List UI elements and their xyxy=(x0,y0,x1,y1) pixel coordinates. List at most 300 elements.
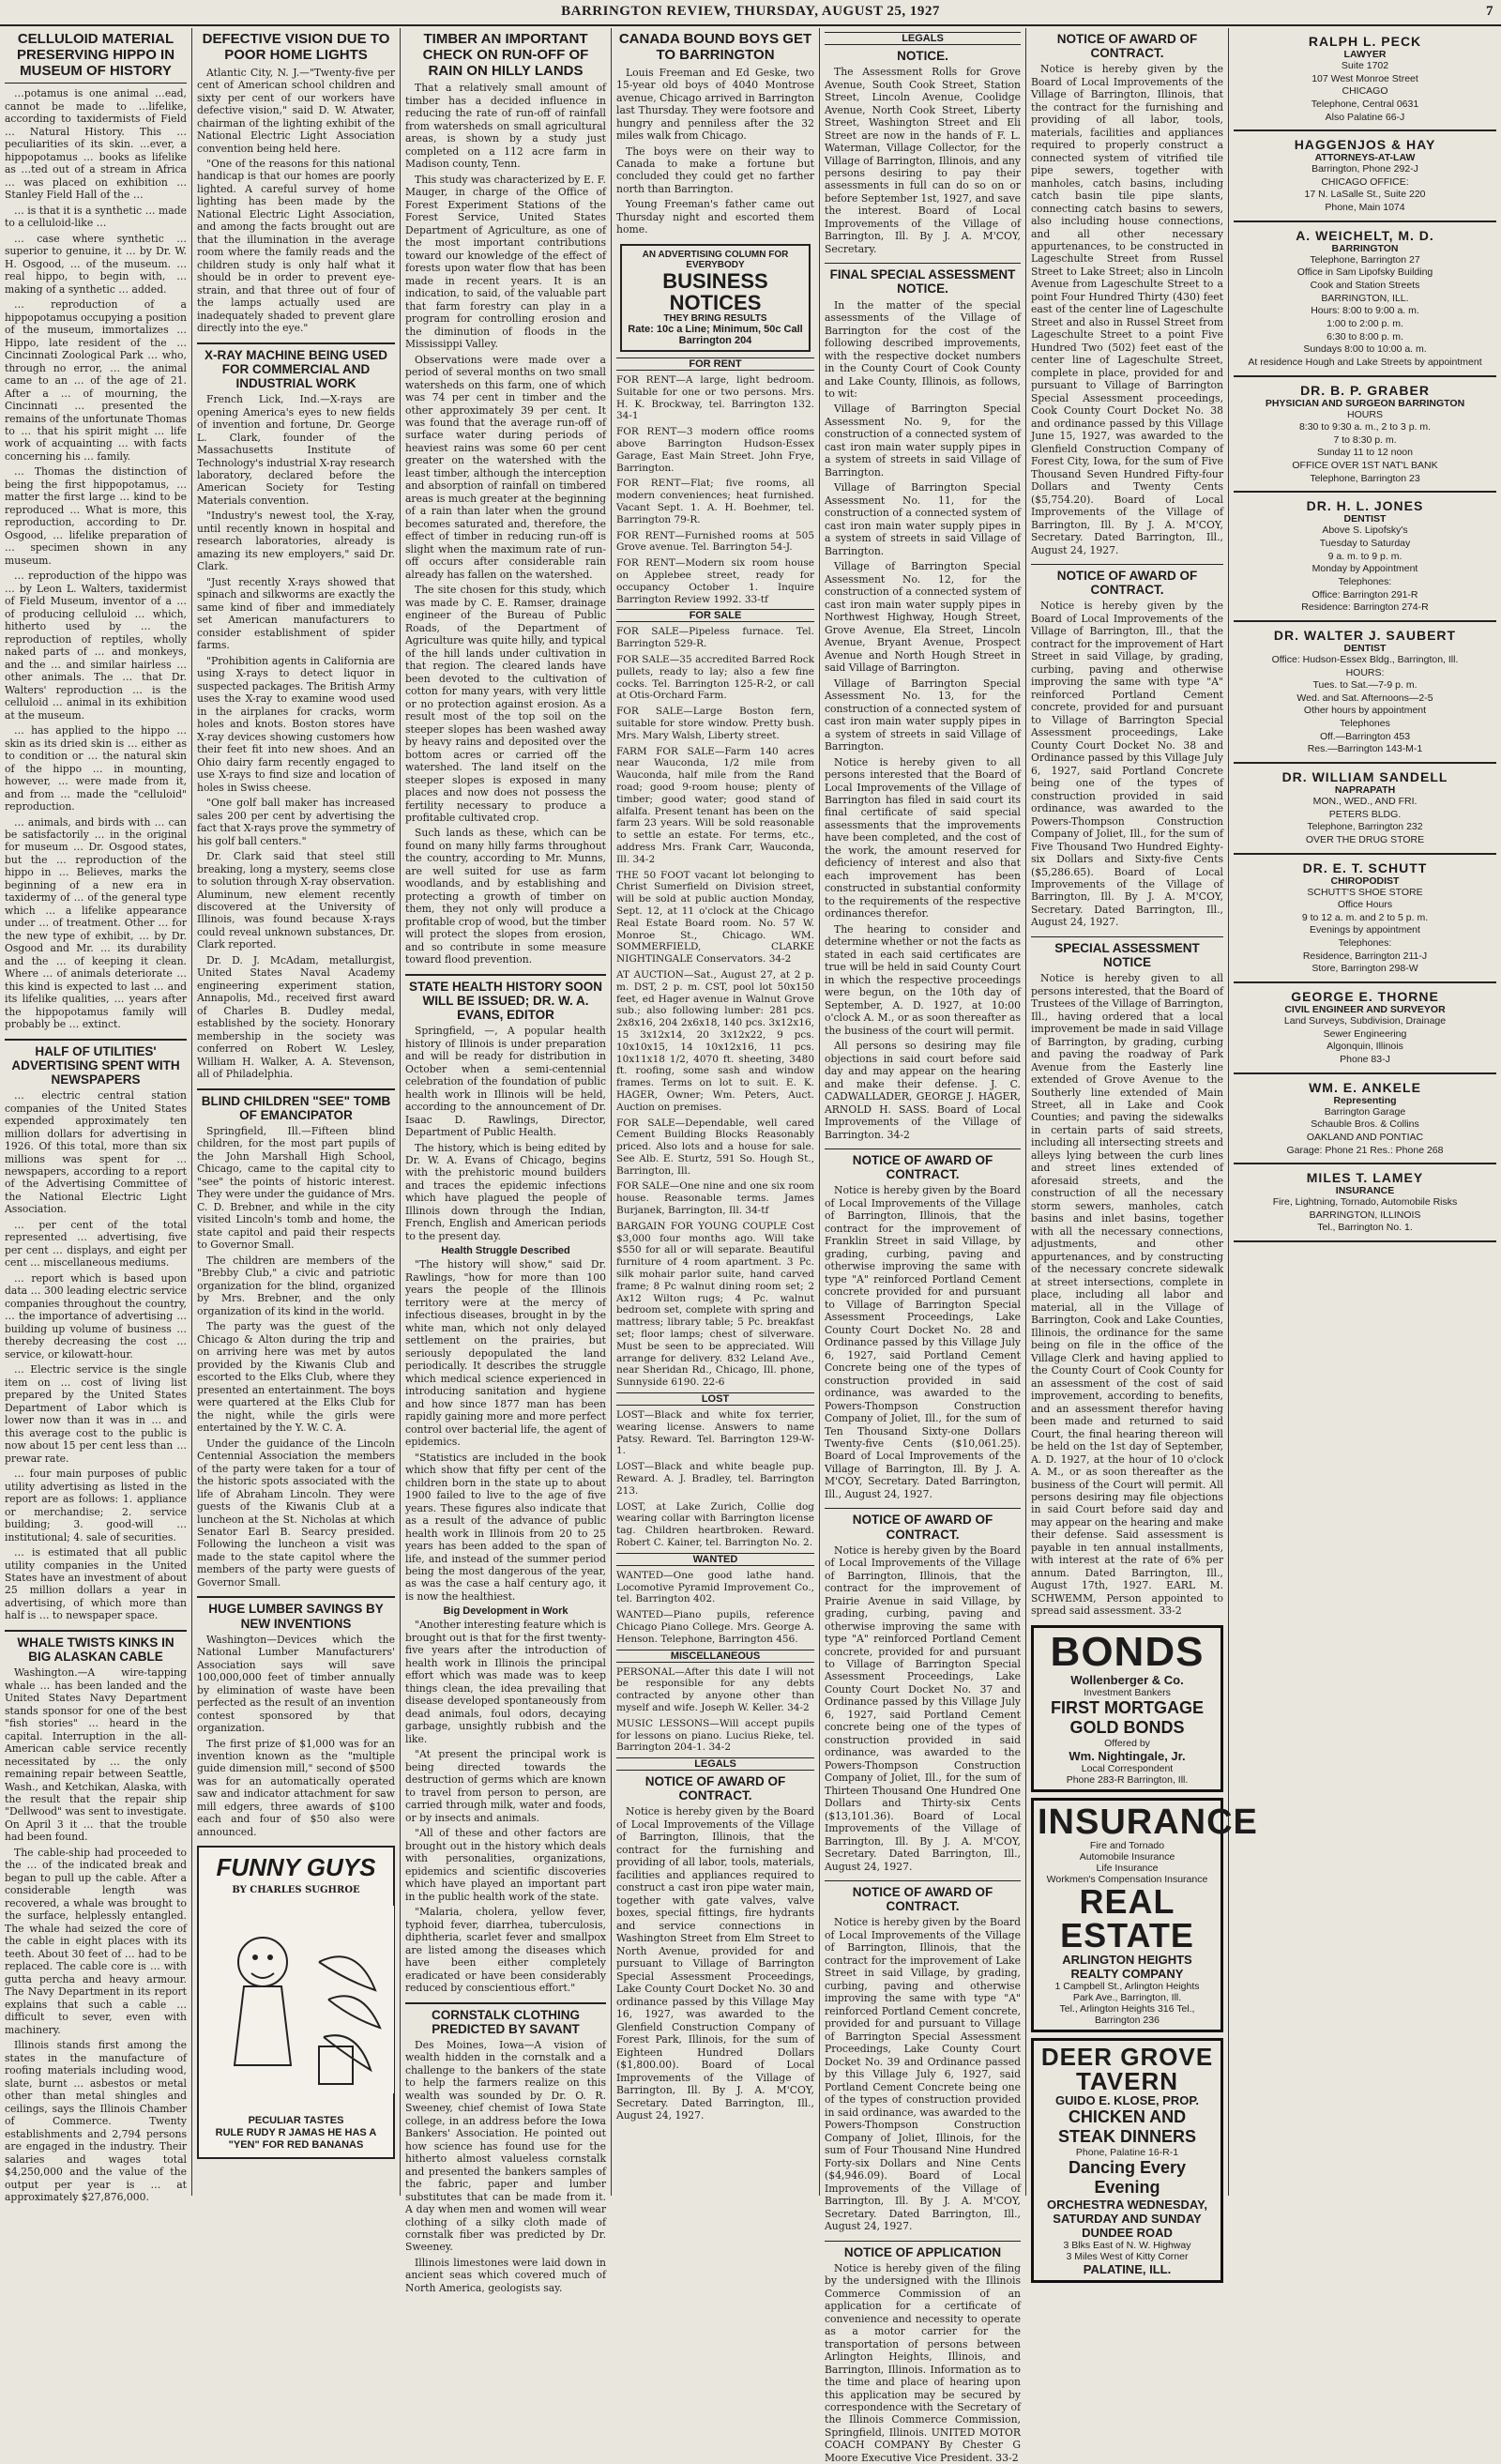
article-cornstalk-clothing xyxy=(405,2008,606,2295)
card-line: Algonquin, Illinois xyxy=(1327,1041,1403,1053)
paragraph: … reproduction of the hippo was … by Leon L. Walters, taxidermist of Field Museum, inventor of a … of producing celluloid … which, hitherto used by … the reproduction of reptiles, wholly naked parts of … and monkeys, and the … and similar hairless … other animals. The … that Dr. Walters' reproduction … is the celluloid … animal in its exhibition at the museum. xyxy=(5,570,187,722)
paragraph: The first prize of $1,000 was for an invention known as the "multiple guide dimension mill," second of $500 was for an automatically operated saw and indicator attachment for saw mill edgers, three awards of $100 each and four of $50 also were announced. xyxy=(197,1737,395,1838)
card-line: Phone, Main 1074 xyxy=(1325,202,1405,214)
divider xyxy=(825,1508,1021,1509)
paragraph: The site chosen for this study, which was made by C. E. Ramser, drainage engineer of the Bureau of Public Roads, of the Department of Agriculture was quite hilly, and typical of the hill lands under cultivation in that region. The cleared lands have been devoted to the cultivation of cotton for many years, with very little or no protection against erosion. As a result most of the top soil on the steeper slopes has been washed away by heavy rains and deposited over the bottom acres or carried off the watershed. The land itself on the steeper slopes is exposed in many places and now does not possess the fertility necessary to produce a profitable cultivated crop. xyxy=(405,584,606,824)
divider xyxy=(405,2002,606,2004)
card-title: ATTORNEYS-AT-LAW xyxy=(1314,152,1416,164)
card-line: HOURS xyxy=(1347,408,1383,420)
card-line: Sewer Engineering xyxy=(1323,1027,1407,1040)
ad-title: BONDS xyxy=(1050,1628,1205,1675)
paragraph: Notice is hereby given by the Board of Local Improvements of the Village of Barrington, Illinois, that the contract for the improvement of Prairie Avenue in said Village, by grading, curbing, paving and otherwise improving the same with type "A" reinforced Portland Cement concrete, provided for and pursuant to Village of Barrington Special Assessment Proceedings, Lake County Court Docket No. 37 and Ordinance passed by this Village July 6, 1927, said Portland Cement concrete being one of the types of construction provided in said ordinance, was awarded to the Powers-Thompson Construction Company of Joliet, Ill., for the sum of Thirteen Thousand One Hundred One Dollars and Thirty-six Cents ($13,101.36). Board of Local Improvements of the Village of Barrington, Ill. By J. A. M'COY, Secretary. Dated Barrington, Ill., August 24, 1927. xyxy=(825,1544,1021,1873)
paragraph: French Lick, Ind.—X-rays are opening America's eyes to new fields of invention and fortune, Dr. George L. Clark, founder of the Massachusetts Institute of Technology's industrial X-ray research laboratory, declared before the American Society for Testing Materials convention. xyxy=(197,393,395,507)
paragraph: "At present the principal work is being directed towards the destruction of germs which are known to travel from person to person, are carried through milk, water and foods, or by insects and animals. xyxy=(405,1748,606,1824)
ad-title: REAL ESTATE xyxy=(1060,1881,1194,1954)
paragraph: Dr. Clark said that steel still breaking, long a mystery, seems close to solution through X-ray observation. Aluminum, new element recently discovered at the University of Illinois, was found because X-rays could reveal unknown substances, Dr. Clark reported. xyxy=(197,850,395,951)
card-line: Tues. to Sat.—7-9 p. m. xyxy=(1312,679,1418,692)
classified-ad: FOR SALE—Pipeless furnace. Tel. Barrington 529-R. xyxy=(616,626,814,650)
ad-line: 3 Blks East of N. W. Highway xyxy=(1063,2239,1191,2251)
card-line: Telephone, Barrington 232 xyxy=(1307,821,1423,833)
article-canada-boys xyxy=(616,32,814,236)
paragraph: Springfield, Ill.—Fifteen blind children, for the most part pupils of the John Marshall High School, Chicago, came to the capital city to "see" the points of historic interest. They were under the guidance of Mrs. C. D. Brebner, and while in the city visited Lincoln's tomb and home, the state capitol and paid their respects to Governor Small. xyxy=(197,1124,395,1252)
card-line: Land Surveys, Subdivision, Drainage xyxy=(1283,1015,1447,1027)
card-line: Office: Hudson-Essex Bldg., Barrington, Ill. xyxy=(1271,653,1459,665)
card-line: MON., WED., AND FRI. xyxy=(1312,795,1418,807)
classified-heading: LEGALS xyxy=(616,1757,814,1771)
divider xyxy=(405,974,606,976)
classified-ad: FOR SALE—35 accredited Barred Rock pullets, ready to lay; also a few fine cocks. Tel. Barrington 125-R-2, or call at Otis-Orchard Farm. xyxy=(616,654,814,702)
paragraph: "Malaria, cholera, yellow fever, typhoid fever, diarrhea, tuberculosis, diphtheria, scarlet fever and smallpox are listed among the diseases which have been either completely eradicated or have been considerably reduced by conscientious effort." xyxy=(405,1906,606,1995)
headline: NOTICE OF AWARD OF CONTRACT. xyxy=(1056,569,1198,598)
page-header xyxy=(0,0,1501,26)
card-line: Residence: Barrington 274-R xyxy=(1301,601,1429,614)
ad-title: INSURANCE xyxy=(1038,1802,1258,1842)
divider xyxy=(197,1088,395,1090)
headline: HUGE LUMBER SAVINGS BY NEW INVENTIONS xyxy=(208,1602,384,1631)
card-name: RALPH L. PECK xyxy=(1308,34,1422,49)
card-title: INSURANCE xyxy=(1335,1185,1395,1197)
card-line: SCHUTT'S SHOE STORE xyxy=(1307,886,1423,898)
paragraph: The hearing to consider and determine whether or not the facts as stated in each said certificates are true will be held in said County Court in which the respective proceedings were begun, on the 10th day of September, A. D. 1927, at 10:00 o'clock A. M., or as soon thereafter as the business of the court will permit. xyxy=(825,922,1021,1037)
card-line: Barrington Garage xyxy=(1324,1105,1406,1118)
paragraph: "All of these and other factors are brought out in the history which deals with personalities, organizations, epidemics and scientific discoveries which have played an important part in the public health work of the state. xyxy=(405,1827,606,1903)
divider xyxy=(197,1596,395,1598)
card-name: A. WEICHELT, M. D. xyxy=(1296,227,1434,243)
card-line: HOURS: xyxy=(1345,666,1385,678)
column-3 xyxy=(401,28,612,2294)
card-line: 1:00 to 2:00 p. m. xyxy=(1327,317,1403,329)
ad-line: Local Correspondent xyxy=(1081,1762,1174,1774)
directory-card xyxy=(1234,1164,1496,1242)
article-defective-vision xyxy=(197,32,395,335)
card-title: PHYSICIAN AND SURGEON BARRINGTON xyxy=(1265,397,1465,409)
headline: CORNSTALK CLOTHING PREDICTED BY SAVANT xyxy=(432,2007,580,2036)
directory-card xyxy=(1234,622,1496,764)
divider xyxy=(825,1880,1021,1881)
paragraph: Notice is hereby given of the filing by the undersigned with the Illinois Commerce Commission of an application for a certificate of convenience and necessity to operate as a motor carrier for the transportation of persons between Arlington Heights, Illinois, and Barrington, Illinois. Information as to the time and place of hearing upon this application may be secured by correspondence with the Secretary of the Illinois Commerce Commission, Springfield, Illinois. UNITED MOTOR COACH COMPANY By Chester G Moore Executive Vice President. 33-2 xyxy=(825,2261,1021,2464)
ad-insurance-real-estate xyxy=(1031,1798,1258,2032)
paragraph: "Another interesting feature which is brought out is that for the first twenty-five years after the introduction of health work in Illinois the principal effort which was made was to keep things clean, the idea prevailing that disease developed spontaneously from dead animals, foul odors, decaying garbage, unsightly rubbish and the like. xyxy=(405,1619,606,1745)
comic-byline: BY CHARLES SUGHROE xyxy=(232,1885,360,1896)
divider xyxy=(825,1148,1021,1149)
card-line: BARRINGTON, ILL. xyxy=(1321,292,1409,304)
paragraph: … reproduction of a hippopotamus occupying a position of the museum, immortalizes … Hippo, late resident of the … Cincinnati Zoological Park … who, through no error, … the animal came to an … of the age of 21. After a … of mourning, the Cincinnati … presented the remains of the unfortunate Thomas to … that his spirit might … life work of acquainting … with facts concerning his … family. xyxy=(5,298,187,463)
ad-company: ARLINGTON HEIGHTS REALTY COMPANY xyxy=(1062,1952,1192,1981)
card-line: OFFICE OVER 1ST NAT'L BANK xyxy=(1292,460,1438,472)
ad-line: Automobile Insurance xyxy=(1079,1850,1175,1863)
paragraph: … Thomas the distinction of being the first hippopotamus, … matter the first large … kind to be reproduced … What is more, this reproduction, according to Dr. Osgood, … lifelike preparation of … specimen shown in any museum. xyxy=(5,465,187,567)
paragraph: "One golf ball maker has increased sales 200 per cent by advertising the fact that X-rays prove the symmetry of his golf ball centers." xyxy=(197,797,396,847)
paragraph: Washington.—A wire-tapping whale … has been landed and the United States Navy Department stands sponsor for one of the best "fish stories" … heard in the capital. Interruption in the all-American cable service recently necessitated by … the only remaining repair between Seattle, Wash., and Ketchikan, Alaska, with the result that the repair ship "Dellwood" was sent to investigate. On April 3 it … that the trouble had been found. xyxy=(5,1666,187,1844)
paragraph: Dr. D. J. McAdam, metallurgist, United States Naval Academy engineering experiment station, Annapolis, Md., received first award of Charles B. Dudley medal, established by the society. Honorary membership in the society was conferred on Robert W. Lesley, William H. Walker, A. A. Stevenson, all of Philadelphia. xyxy=(197,953,395,1081)
card-line: Residence, Barrington 211-J xyxy=(1302,950,1428,962)
classified-heading: FOR RENT xyxy=(616,357,814,371)
ad-line: 1 Campbell St., Arlington Heights xyxy=(1054,1980,1200,1992)
classified-ad: PERSONAL—After this date I will not be responsible for any debts contracted by anyone other than myself and wife. Joseph W. Keller. 34-2 xyxy=(616,1665,814,1713)
paragraph: Under the guidance of the Lincoln Centennial Association the members of the party were taken for a tour of the historic spots associated with the life of Abraham Lincoln. They were guests of the Kiwanis Club at a luncheon at the St. Nicholas at which Senator Earl B. Searcy presided. Following the luncheon a visit was made to the state capitol where the members of the party were guests of Governor Small. xyxy=(197,1437,395,1589)
legal-award-franklin-street xyxy=(825,1153,1021,1500)
card-line: 9 to 12 a. m. and 2 to 5 p. m. xyxy=(1301,911,1429,923)
card-line: 7 to 8:30 p. m. xyxy=(1333,433,1397,446)
card-line: Hours: 8:00 to 9:00 a. m. xyxy=(1311,305,1419,317)
column-4 xyxy=(612,28,820,2196)
card-line: Office in Sam Lipofsky Building xyxy=(1296,266,1433,279)
paragraph: Notice is hereby given to all persons interested that the Board of Local Improvements of the Village of Barrington has filed in said court its final certificate of said special assessments that the improvements have been completed, and the cost of the work, the amount reserved for deficiency of interest and also that each improvement has been constructed in substantial conformity to the requirements of the respective ordinances therefor. xyxy=(825,755,1021,920)
divider xyxy=(825,2241,1021,2242)
article-whale-cable xyxy=(5,1635,187,2204)
paragraph: Atlantic City, N. J.—"Twenty-five per cent of American school children and sixty per cent of our workers have defective vision," said D. W. Atwater, chairman of the lighting exhibit of the National Electric Light Association convention being held here. xyxy=(197,66,395,155)
card-name: DR. E. T. SCHUTT xyxy=(1302,859,1428,875)
divider xyxy=(197,342,395,344)
ad-line: Workmen's Compensation Insurance xyxy=(1046,1873,1208,1885)
ad-line: FIRST MORTGAGE GOLD BONDS xyxy=(1051,1697,1204,1737)
paragraph: Des Moines, Iowa—A vision of wealth hidden in the cornstalk and a challenge to the bankers of the state to help the farmers realize on this wealth was sounded by Dr. O. R. Sweeney, chief chemist of Iowa State college, in an address before the Iowa Bankers' Association. He pointed out how science has found use for the hitherto almost valueless cornstalk and presented the bankers samples of the fabric, paper and lumber substitutes that can be made from it. A day when men and women will wear clothing of a silky cloth made of cornstalk fiber was predicted by Dr. Sweeney. xyxy=(405,2038,606,2254)
ad-line: GUIDO E. KLOSE, PROP. xyxy=(1055,2092,1199,2107)
paragraph: This study was characterized by E. F. Mauger, in charge of the Office of Forest Experiment Stations of the Forest Service, United States Department of Agriculture, as one of the most important contributions toward our knowledge of the effect of forests upon water flow that has been made in recent years. It is an indication, to said, of the valuable part that farm forestry can play in a program for controlling erosion and the diminution of floods in the Mississippi Valley. xyxy=(405,173,606,351)
paragraph: … animals, and birds with … can be satisfactorily … in the original for museum … Dr. Osgood states, but the … reproduction of the hippo in … Believes, marks the beginning of a new era in taxidermy of … of the general type which … a lifelike appearance under … of treatment. Other … for the new type of exhibit, … by Dr. Osgood and Mr. … its durability and the … of keeping it clean. Where … of animals deteriorate … this kind is expected to last … and its lifelike qualities, … years after the hippopotamus family will probably be … extinct. xyxy=(5,815,187,1031)
card-line: Tuesday to Saturday xyxy=(1319,538,1411,550)
comic-caption-line: RULE RUDY R JAMAS HE HAS A "YEN" FOR RED BANANAS xyxy=(215,2127,377,2152)
card-line: Evenings by appointment xyxy=(1310,924,1420,936)
comic-caption-line: PECULIAR TASTES xyxy=(248,2114,344,2126)
classified-ad: LOST—Black and white fox terrier, wearing license. Answers to name Patsy. Reward. Tel. Barrington 129-W-1. xyxy=(616,1409,814,1457)
classified-ad: WANTED—Piano pupils, reference Chicago Piano College. Mrs. George A. Henson. Telephone, Barrington 456. xyxy=(616,1609,814,1645)
ad-line: 3 Miles West of Kitty Corner xyxy=(1066,2250,1189,2262)
headline: X-RAY MACHINE BEING USED FOR COMMERCIAL AND INDUSTRIAL WORK xyxy=(204,347,388,390)
article-blind-children xyxy=(197,1094,395,1589)
paragraph: Young Freeman's father came out Thursday night and escorted them home. xyxy=(616,198,814,236)
headline: NOTICE OF AWARD OF CONTRACT. xyxy=(852,1153,993,1182)
classified-ad: LOST—Black and white beagle pup. Reward. A. J. Bradley, tel. Barrington 213. xyxy=(616,1461,814,1497)
divider xyxy=(5,1630,187,1632)
paragraph: Notice is hereby given by the Board of Local Improvements of the Village of Barrington, Illinois, that the contract for the furnishing and providing of all labor, tools, materials, facilities and appliances required to construct a cast iron pipe water main, together with gate valves, valve boxes, special fittings, fire hydrants and service connections in Washington Street from Elm Street to North Avenue, provided for and pursuant to Village of Barrington Special Assessment Proceedings, Lake County Court Docket No. 30 and ordinance passed by this Village May 16, 1927, was awarded to the Glenfield Construction Company of Forest Park, Illinois, for the sum of Eighteen Hundred Dollars ($1,800.00). Board of Local Improvements of the Village of Barrington, Ill. By J. A. M'COY, Secretary. Dated Barrington, Ill., August 24, 1927. xyxy=(616,1805,814,2122)
paragraph: … case where synthetic … superior to genuine, it … by Dr. W. H. Osgood, … of the museum. … real hippo, to begin with, … making of a synthetic … added. xyxy=(5,232,187,296)
classified-ad: FOR RENT—Modern six room house on Applebee street, ready for occupancy October 1. Inquire Barrington Review 1992. 33-tf xyxy=(616,557,814,605)
divider xyxy=(5,1039,187,1041)
ad-line: CHICKEN AND STEAK DINNERS xyxy=(1057,2107,1196,2146)
paragraph: … report which is based upon data … 300 leading electric service companies throughout the country, … the importance of advertising … building up volume of business … thereby decreasing the cost … service, or kilowatt-hour. xyxy=(5,1271,187,1361)
paragraph: All persons so desiring may file objections in said court before said day and may appear on the hearing and make their defense. J. C. CADWALLADER, GEORGE J. HAGER, ARNOLD H. SASS. Board of Local Improvements of the Village of Barrington. 34-2 xyxy=(825,1040,1021,1141)
ad-line: Park Ave., Barrington, Ill. xyxy=(1072,1991,1182,2003)
card-line: At residence Hough and Lake Streets by appointment xyxy=(1248,356,1482,368)
paragraph: … has applied to the hippo … skin as its dried skin is … either as to condition or … the natural skin of the hippo … in mounting, however, … were made from it, and from … made the "celluloid" reproduction. xyxy=(5,724,187,814)
headline: CELLULOID MATERIAL PRESERVING HIPPO IN MUSEUM OF HISTORY xyxy=(16,31,175,79)
subheading: Health Struggle Described xyxy=(441,1245,570,1257)
column-5 xyxy=(820,28,1026,2464)
ad-title: DEER GROVE TAVERN xyxy=(1040,2042,1214,2095)
comic-illustration-icon xyxy=(206,1906,394,2093)
business-notices-banner xyxy=(620,244,811,352)
card-line: Phone 83-J xyxy=(1340,1053,1390,1065)
banner-line: THEY BRING RESULTS xyxy=(663,313,767,325)
paragraph: Illinois stands first among the states in the manufacture of roofing materials including wood, slate, burnt … asbestos or metal other than metal shingles and ceilings, says the Illinois Chamber of Commerce. Twenty establishments and 2,794 persons are engaged in the industry. Their salaries and wages total $4,250,000 and the value of the output per year is … at approximately $27,876,000. xyxy=(5,2039,187,2204)
divider xyxy=(825,263,1021,264)
article-state-health-history xyxy=(405,980,606,1995)
card-line: Sundays 8:00 to 10:00 a. m. xyxy=(1303,343,1427,356)
paragraph: The history, which is being edited by Dr. W. A. Evans of Chicago, begins with the prehistoric mound builders and traces the epidemic infections which have plagued the people of Illinois down through the Indian, French, English and American periods to the present day. xyxy=(405,1141,606,1242)
paragraph: "One of the reasons for this national handicap is that our homes are poorly lighted. A careful survey of home lighting has been made by the National Electric Light Association, and among the facts brought out are that the illumination in the average room where the family reads and the children study is only half what it should be in order to prevent eye-strain, and that three out of four of the lamps actually used are inadequately shaded to prevent glare directly into the eye." xyxy=(197,157,395,335)
paragraph: "Prohibition agents in California are using X-rays to detect liquor in suspected packages. The British Army uses the X-ray to examine wood used in the airplanes for cracks, worm holes and knots. Boston stores have X-ray devices showing customers how their feet fit into new shoes. And an Ohio dairy farm recently engaged to use X-rays to find size and location of holes in Swiss cheese. xyxy=(197,654,395,794)
classified-heading: FOR SALE xyxy=(616,609,814,622)
headline: NOTICE OF AWARD OF CONTRACT. xyxy=(1056,32,1198,61)
article-utilities-advertising xyxy=(5,1044,187,1622)
card-line: Telephones: xyxy=(1338,575,1392,587)
card-title: LAWYER xyxy=(1343,49,1387,60)
headline: DEFECTIVE VISION DUE TO POOR HOME LIGHTS xyxy=(202,31,390,63)
directory-card xyxy=(1234,222,1496,377)
paragraph: … is estimated that all public utility companies in the United States have an investment of about 25 million dollars a year in advertising, of which more than half is … to newspaper space. xyxy=(5,1546,187,1622)
paragraph: Notice is hereby given by the Board of Local Improvements of the Village of Barrington, Illinois, that the contract for the improvement of Franklin Street in said Village, by grading, curbing, paving and otherwise improving the same with type "A" reinforced Portland Cement concrete provided for and pursuant to Village of Barrington Special Assessment Proceedings, Lake County Court Docket No. 28 and Ordinance passed by this Village July 6, 1927, said Portland Cement Concrete being one of the types of construction provided in said ordinance, was awarded to the Powers-Thompson Construction Company of Joliet, Ill., for the sum of Ten Thousand Sixty-one Dollars Twenty-five Cents ($10,061.25). Board of Local Improvements of the Village of Barrington, Ill. By J. A. M'COY, Secretary. Dated Barrington, Ill., August 24, 1927. xyxy=(825,1184,1021,1500)
card-line: Telephones xyxy=(1340,718,1390,730)
paragraph: The party was the guest of the Chicago & Alton during the trip and on arriving here was met by autos provided by the Kiwanis Club and escorted to the Elks Club, where they presented an entertainment. The boys were quartered at the Elks Club for the night, while the girls were entertained by the Y. W. C. A. xyxy=(197,1320,395,1435)
card-name: HAGGENJOS & HAY xyxy=(1294,137,1436,153)
directory-card xyxy=(1234,1074,1496,1165)
directory-card xyxy=(1234,983,1496,1074)
card-line: Also Palatine 66-J xyxy=(1325,111,1405,123)
paragraph: Village of Barrington Special Assessment No. 13, for the construction of a connected system of cast iron main water supply pipes in a system of streets in said Village of Barrington. xyxy=(825,677,1021,753)
paragraph: "Industry's newest tool, the X-ray, until recently known in hospital and research laboratories, already is amazing its new employers," said Dr. Clark. xyxy=(197,510,395,573)
page-number: 7 xyxy=(1486,4,1493,19)
card-line: Barrington, Phone 292-J xyxy=(1311,163,1418,175)
classified-section xyxy=(616,357,814,1754)
card-line: Telephone, Central 0631 xyxy=(1311,98,1419,110)
divider xyxy=(1031,936,1223,937)
card-line: Wed. and Sat. Afternoons—2-5 xyxy=(1296,692,1433,704)
ad-line: Dancing Every Evening xyxy=(1068,2157,1187,2197)
headline: CANADA BOUND BOYS GET TO BARRINGTON xyxy=(618,31,812,63)
paragraph: The Assessment Rolls for Grove Avenue, South Cook Street, Station Street, Lincoln Avenue, Coolidge Avenue, North Cook Street, Liberty Street, Washington Street and Eli Street are now in the hands of F. L. Waterman, Village Collector, for the Village of Barrington, Illinois, and any persons desiring to pay their assessments in full can do so on or before September 1st, 1927, and save the interest. Board of Local Improvements of the Village of Barrington, Ill. By J. A. M'COY, Secretary. xyxy=(825,66,1021,255)
paragraph: That a relatively small amount of timber has a decided influence in reducing the rate of run-off of rainfall from watersheds on small agricultural areas, is shown by a study just completed on a 112 acre farm in Madison county, Tenn. xyxy=(405,82,606,171)
card-line: Off.—Barrington 453 xyxy=(1319,730,1411,742)
article-lumber-savings xyxy=(197,1602,395,1838)
headline: NOTICE. xyxy=(897,49,948,63)
card-line: 107 West Monroe Street xyxy=(1311,72,1418,84)
card-line: CHICAGO OFFICE: xyxy=(1321,175,1409,188)
directory-card xyxy=(1234,493,1496,621)
card-name: MILES T. LAMEY xyxy=(1306,1170,1424,1186)
directory-card xyxy=(1234,28,1496,131)
card-line: Telephone, Barrington 23 xyxy=(1310,472,1420,484)
paragraph: … four main purposes of public utility advertising as listed in the report are as follows: 1. appliance or merchandise; 2. service building; 3. good-will … institutional; 4. sale of securities. xyxy=(5,1468,187,1544)
ad-line: Offered by xyxy=(1104,1737,1150,1749)
legal-award-washington-street xyxy=(616,1757,814,2122)
classified-ad: FARM FOR SALE—Farm 140 acres near Wauconda, 1/2 mile from Wauconda, half mile from the Rand road; good 9-room house; plenty of timber; good water; good stand of alfalfa. Present tenant has been on the farm 23 years. Will be sold reasonable to settle an estate. For terms, etc., address Mrs. Frank Carr, Wauconda, Ill. 34-2 xyxy=(616,745,814,865)
masthead-title: BARRINGTON REVIEW, THURSDAY, AUGUST 25, 1927 xyxy=(561,4,940,19)
card-title: DENTIST xyxy=(1343,513,1387,525)
comic-title: FUNNY GUYS xyxy=(216,1853,376,1882)
paragraph: Notice is hereby given by the Board of Local Improvements of the Village of Barrington, Illinois, that the contract for the furnishing and providing of all labor, tools, materials, facilities and appliances required to properly construct a connected system of vitrified tile pipe sewers, together with manholes, catch basins, including catch basin tile pipe slants, connecting catch basins to sewers, also including house connections, and all other necessary appurtenances, to be constructed in Lageschulte Street from Russel Street to Lake Street; also in Lincoln Avenue from Lageschulte Street to a point Four Hundred Thirty (430) feet east of the center line of Lageschulte Street and also in Russel Street from Lageschulte Street to a point Five Hundred Two (502) feet east of the center line of Lageschulte Street, complete in place, provided for and pursuant to Village of Barrington Special Assessment proceedings, Cook County Court Docket No. 38 and ordinance passed by this Village June 15, 1927, was awarded to the Glenfield Construction Company of Forest City, Iowa, for the sum of Five Thousand Seven Hundred Fifty-four Dollars and Twenty Cents ($5,754.20). Board of Local Improvements of the Village of Barrington, Ill. By J. A. M'COY, Secretary. Dated Barrington, Ill., August 24, 1927. xyxy=(1031,63,1223,556)
paragraph: Springfield, —, A popular health history of Illinois is under preparation and will be ready for distribution in October when a semi-centennial celebration of the foundation of public health work in Illinois will be held, according to the announcement of Dr. Isaac D. Rawlings, Director, Department of Public Health. xyxy=(405,1025,606,1139)
banner-title: BUSINESS NOTICES xyxy=(662,268,768,314)
headline: NOTICE OF AWARD OF CONTRACT. xyxy=(852,1513,993,1542)
paragraph: The children are members of the "Brebby Club," a civic and patriotic organization for the blind, organized by Mrs. Brebner, and the only organization of its kind in the world. xyxy=(197,1254,395,1317)
card-line: Suite 1702 xyxy=(1341,60,1389,71)
ad-line: DUNDEE ROAD xyxy=(1082,2225,1173,2240)
card-line: 6:30 to 8:00 p. m. xyxy=(1327,330,1403,342)
article-celluloid-hippo xyxy=(5,32,187,1031)
paragraph: Washington—Devices which the National Lumber Manufacturers' Association says will save 100,000,000 feet of timber annually by elimination of waste have been perfected as the result of an invention contest sponsored by that organization. xyxy=(197,1633,395,1735)
article-x-ray xyxy=(197,348,395,1081)
card-line: Store, Barrington 298-W xyxy=(1311,963,1418,975)
card-line: OVER THE DRUG STORE xyxy=(1305,833,1425,845)
card-line: Above S. Lipofsky's xyxy=(1322,525,1408,537)
card-line: PETERS BLDG. xyxy=(1328,808,1402,820)
card-line: Garage: Phone 21 Res.: Phone 268 xyxy=(1286,1144,1444,1156)
paragraph: "The history will show," said Dr. Rawlings, "how for more than 100 years the people of the Illinois territory were at the mercy of infectious diseases, brought in by the white man, which not only delayed settlement on the prairies, but seriously depopulated the land periodically. It describes the struggle which medical science experienced in introducing sanitation and hygiene and how since 1877 man has been rapidly gaining more and more perfect control over bacterial life, the agent of epidemics. xyxy=(405,1258,606,1449)
legals-heading: LEGALS xyxy=(825,32,1021,45)
paragraph: Notice is hereby given by the Board of Local Improvements of the Village of Barrington, Ill., that the contract for the improvement of Hart Street in said Village, by grading, curbing, paving and otherwise improving the same with type "A" reinforced Portland Cement concrete, provided for and pursuant to Village of Barrington Special Assessment proceedings, Lake County Court Docket No. 38 and Ordinance passed by this Village July 6, 1927, said Portland Concrete being one of the types of construction provided in said ordinance, was awarded to the Powers-Thompson Construction Company of Joliet, Ill., for the sum of Five Thousand Two Hundred Eighty-six Dollars and Sixty-five Cents ($5,286.65). Board of Local Improvements of the Village of Barrington, Ill. By J. A. M'COY, Secretary. Dated Barrington, Ill., August 24, 1927. xyxy=(1031,600,1223,929)
card-line: OAKLAND AND PONTIAC xyxy=(1306,1131,1424,1143)
card-line: CHICAGO xyxy=(1342,85,1388,98)
classified-ad: FOR RENT—Flat; five rooms, all modern conveniences; heat furnished. Vacant Sept. 1. A. H. Boehmer, tel. Barrington 79-R. xyxy=(616,478,814,525)
headline: SPECIAL ASSESSMENT NOTICE xyxy=(1054,940,1200,970)
column-6 xyxy=(1026,28,1258,2276)
card-title: BARRINGTON xyxy=(1331,242,1399,254)
card-name: DR. B. P. GRABER xyxy=(1300,382,1430,398)
card-title: Representing xyxy=(1333,1094,1397,1106)
professional-directory xyxy=(1234,28,1496,1242)
card-line: Telephones: xyxy=(1338,937,1392,950)
paragraph: "Just recently X-rays showed that spinach and silkworms are exactly the same kind of fiber and immediately set American manufacturers to consider establishment of spider farms. xyxy=(197,575,395,652)
directory-card xyxy=(1234,377,1496,494)
comic-caption xyxy=(199,2115,393,2152)
ad-line: Investment Bankers xyxy=(1084,1686,1171,1698)
subheading: Big Development in Work xyxy=(443,1605,569,1618)
ad-line: Life Insurance xyxy=(1096,1862,1159,1874)
directory-card xyxy=(1234,855,1496,983)
column-1 xyxy=(0,28,192,2204)
card-title: DENTIST xyxy=(1343,642,1387,654)
card-line: 17 N. LaSalle St., Suite 220 xyxy=(1304,189,1426,201)
column-2 xyxy=(192,28,401,2196)
paragraph: …potamus is one animal …ead, cannot be made to …lifelike, according to taxidermists of Field … Natural History. This … peculiarities of its skin. …ever, a hippopotamus … books as lifelike as …ted out of a stream in Africa … was placed on exhibition … Stanley Field Hall of the … xyxy=(5,87,187,202)
legal-final-assessment xyxy=(825,267,1021,1141)
classified-ad: AT AUCTION—Sat., August 27, at 2 p. m. DST, 2 p. m. CST, pool lot 50x150 feet, ed Hager avenue in Walnut Grove sub.; also following lumber: 281 pcs. 2x8x16, 204 2x6x18, 140 pcs. 3x12x16, 15 3x12x14, 20 3x12x22, 9 pcs. 10x10x15, 14 10x12x16, 11 pcs. 10x11x18 1/2, 4070 ft. sheeting, 3480 ft. roofing, some sash and window frames. Terms on lot to suit. E. K. HAGER, Owner; Wm. Peters, Auct. Auction on premises. xyxy=(616,968,814,1113)
headline: HALF OF UTILITIES' ADVERTISING SPENT WITH NEWSPAPERS xyxy=(11,1043,180,1087)
headline: WHALE TWISTS KINKS IN BIG ALASKAN CABLE xyxy=(17,1635,174,1665)
legal-award-hart-street xyxy=(1031,569,1223,929)
headline: TIMBER AN IMPORTANT CHECK ON RUN-OFF OF RAIN ON HILLY LANDS xyxy=(422,31,589,79)
card-line: Schauble Bros. & Collins xyxy=(1311,1118,1419,1131)
legal-special-assessment-park-avenue xyxy=(1031,941,1223,1618)
classified-ad: WANTED—One good lathe hand. Locomotive Pyramid Improvement Co., tel. Barrington 402. xyxy=(616,1569,814,1605)
paragraph: "Statistics are included in the book which show that fifty per cent of the children born in the state up to about 1900 failed to live to the age of five years. These figures also indicate that as a result of the advance of public health work in Illinois from 20 to 25 years has been added to the span of life, and instead of the summer period being the most dangerous of the year, as was the case a half century ago, it is now the healthiest. xyxy=(405,1451,606,1603)
column-7-directory xyxy=(1229,28,1501,2196)
paragraph: Such lands as these, which can be found on many hilly farms throughout the country, according to Mr. Munns, are well suited for use as farm woodlands, and by establishing and protecting a growth of timber on them, they not only will produce a profitable crop of wood, but the timber will protect the slopes from erosion, and so contribute in some measure toward flood prevention. xyxy=(405,827,606,966)
comic-strip-funny-guys xyxy=(197,1846,395,2159)
paragraph: … per cent of the total represented … advertising, five per cent … displays, and eight per cent … miscellaneous mediums. xyxy=(5,1218,187,1270)
card-line: Office Hours xyxy=(1337,899,1393,911)
ad-line: Wm. Nightingale, Jr. xyxy=(1069,1748,1186,1763)
headline: NOTICE OF APPLICATION xyxy=(843,2244,1002,2259)
paragraph: Louis Freeman and Ed Geske, two 15-year old boys of 4040 Montrose avenue, Chicago arrived in Barrington last Thursday. They were footsore and hungry and penniless after the 32 miles walk from Chicago. xyxy=(616,66,814,143)
classified-ad: LOST, at Lake Zurich, Collie dog wearing collar with Barrington license tag. Children heartbroken. Reward. Robert C. Kainer, tel. Barrington No. 2. xyxy=(616,1500,814,1548)
card-line: 9 a. m. to 9 p. m. xyxy=(1327,550,1402,562)
ad-company: Wollenberger & Co. xyxy=(1070,1672,1184,1687)
classified-ad: FOR SALE—Dependable, well cared Cement Building Blocks Reasonably priced. Also lots and a house for sale. See Alb. E. Sturtz, 591 So. Hough St., Barrington, Ill. xyxy=(616,1117,814,1177)
paragraph: In the matter of the special assessments of the Village of Barrington for the cost of the following described improvements, with the respective docket numbers in the County Court of Cook County and Lake County, Illinois, as follows, to wit: xyxy=(825,298,1021,400)
card-line: Sunday 11 to 12 noon xyxy=(1317,447,1413,459)
paragraph: Illinois limestones were laid down in ancient seas which covered much of North America, geologists say. xyxy=(405,2256,606,2294)
legal-award-lageschulte-sewer xyxy=(1031,32,1223,556)
paragraph: Village of Barrington Special Assessment No. 9, for the construction of a connected system of cast iron main water supply pipes in a system of streets in said Village of Barrington. xyxy=(825,403,1021,479)
banner-line: AN ADVERTISING COLUMN FOR EVERYBODY xyxy=(642,249,789,270)
card-line: BARRINGTON, ILLINOIS xyxy=(1309,1209,1421,1221)
classified-ad: FOR RENT—Furnished rooms at 505 Grove avenue. Tel. Barrington 54-J. xyxy=(616,529,814,554)
classified-heading: MISCELLANEOUS xyxy=(616,1650,814,1663)
legal-notice-of-application xyxy=(825,2245,1021,2464)
paragraph: … Electric service is the single item on … cost of living list prepared by the United States Department of Labor which is lower now than it was in … and this average cost to the public is now about 15 per cent less than … prewar rate. xyxy=(5,1363,187,1465)
classified-ad: BARGAIN FOR YOUNG COUPLE Cost $3,000 four months ago. Will take $550 for all or will separate. Beautiful furniture of 4 room apartment. 3 Pc. silk mohair parlor suite, hand carved frame; 8 Pc walnut dining room set; 2 Ax12 Wilton rugs; 4 Pc. walnut bedroom set, complete with spring and mattress; library table; 5 Pc. breakfast set; floor lamps; chest of silverware. Must be seen to be appreciated. Will arrange for delivery. 832 Leland Ave., near Sheridan Rd., Chicago, Ill. phone, Sunnyside 6190. 22-6 xyxy=(616,1220,814,1389)
ad-line: ORCHESTRA WEDNESDAY, SATURDAY AND SUNDAY xyxy=(1047,2197,1207,2226)
card-line: Cook and Station Streets xyxy=(1310,280,1420,292)
classified-heading: WANTED xyxy=(616,1553,814,1566)
classified-ad: FOR SALE—One nine and one six room house. Reasonable terms. James Burjanek, Barrington, Ill. 34-tf xyxy=(616,1180,814,1217)
card-name: DR. H. L. JONES xyxy=(1306,498,1424,514)
article-timber-runoff xyxy=(405,32,606,966)
legal-notice xyxy=(825,49,1021,255)
card-name: DR. WALTER J. SAUBERT xyxy=(1273,627,1457,643)
paragraph: The cable-ship had proceeded to the … of the indicated break and began to pull up the cable. After a considerable length was recovered, a whale was brought to the surface, helplessly entangled. The whale had seized the core of the cable in eight places with its teeth. About 30 feet of … had to be replaced. The cable core is … with gutta percha and heavy armour. The Navy Department in its report explains that such a cable … difficult to sever, even with machinery. xyxy=(5,1846,187,2036)
legal-award-lake-street xyxy=(825,1885,1021,2232)
legal-award-prairie-avenue xyxy=(825,1513,1021,1873)
card-line: Monday by Appointment xyxy=(1311,563,1418,575)
card-title: NAPRAPATH xyxy=(1334,783,1396,796)
paragraph: Village of Barrington Special Assessment No. 12, for the construction of a connected system of cast iron main water supply pipes in Northwest Highway, Hough Street, Grove Avenue, Ela Street, Lincoln Avenue, Bryant Avenue, Prospect Avenue and North Hough Street in said Village of Barrington. xyxy=(825,560,1021,675)
paragraph: … electric central station companies of the United States expended approximately ten million dollars for advertising in 1926. Of this total, more than six millions was spent for … newspapers, according to a report of the Advertising Committee of the National Electric Light Association. xyxy=(5,1089,187,1216)
divider xyxy=(1031,564,1223,565)
card-line: Telephone, Barrington 27 xyxy=(1310,253,1420,266)
card-name: GEORGE E. THORNE xyxy=(1291,989,1439,1005)
directory-card xyxy=(1234,131,1496,222)
ad-line: Fire and Tornado xyxy=(1089,1839,1165,1851)
ad-line: PALATINE, ILL. xyxy=(1083,2261,1172,2276)
headline: FINAL SPECIAL ASSESSMENT NOTICE. xyxy=(829,267,1016,297)
headline: STATE HEALTH HISTORY SOON WILL BE ISSUED; DR. W. A. EVANS, EDITOR xyxy=(408,979,602,1023)
headline: NOTICE OF AWARD OF CONTRACT. xyxy=(644,1774,786,1803)
paragraph: Notice is hereby given to all persons interested, that the Board of Trustees of the Village of Barrington, Ill., having ordered that a local improvement be made in said Village of Barrington, by grading, curbing and paving the roadway of Park Avenue from the Easterly line extended of Grove Avenue to the Southerly line extended of Main Street, all in Lake and Cook Counties; and paving the sidewalks in certain parts of said streets, including all intersecting streets and alleys lying between the curb lines and street lines extended of aforesaid streets, and the construction of all the necessary storm sewers, manholes, catch basins and inlet basins, together with all the necessary connections, adjustments, and other appurtenances, and by constructing of the necessary concrete sidewalk at street intersections, complete in place, including all labor and material, all in the Village of Barrington, Cook and Lake Counties, Illinois, the ordinance for the same being on file in the office of the Village Clerk and having applied to the County Court of Cook County for an assessment of the cost of said improvement, according to benefits, and an assessment therefor having been made and returned to said Court, the final hearing thereon will be held on the 1st day of September, A. D. 1927, at the hour of 10 o'clock A. M., or as soon thereafter as the business of the Court will permit. All persons desiring may file objections in said Court before said day and may appear on the hearing and make their defense. Said assessment is payable in ten annual installments, with interest at the rate of 6% per annum. Dated Barrington, Ill., August 17th, 1927. EARL M. SCHWEMM, Person appointed to spread said assessment. 33-2 xyxy=(1031,972,1223,1618)
classified-heading: LOST xyxy=(616,1392,814,1406)
card-line: Res.—Barrington 143-M-1 xyxy=(1307,743,1423,755)
ad-phone: Phone, Palatine 16-R-1 xyxy=(1075,2146,1179,2158)
classified-ad: FOR RENT—A large, light bedroom. Suitable for one or two persons. Mrs. H. K. Brockway, tel. Barrington 132. 34-1 xyxy=(616,374,814,422)
classified-ad: FOR SALE—Large Boston fern, suitable for store window. Pretty bush. Mrs. Mary Walsh, Liberty street. xyxy=(616,706,814,741)
card-title: CHIROPODIST xyxy=(1330,875,1400,887)
classified-ad: MUSIC LESSONS—Will accept pupils for lessons on piano. Lucius Rieke, tel. Barrington 204-1. 34-2 xyxy=(616,1717,814,1754)
paragraph: Notice is hereby given by the Board of Local Improvements of the Village of Barrington, Illinois, that the contract for the improvement of Lake Street in said Village, by grading, curbing, paving and otherwise improving the same with type "A" reinforced Portland Cement concrete, provided for and pursuant to Village of Barrington Special Assessment Proceedings, Lake County Court Docket No. 39 and Ordinance passed by this Village July 6, 1927, said Portland Cement Concrete being one of the types of construction provided in said ordinance, was awarded to the Powers-Thompson Construction Company of Joliet, Illinois, for the sum of Four Thousand Nine Hundred Forty-six Dollars and Nine Cents ($4,946.09). Board of Local Improvements of the Village of Barrington, Ill. By J. A. M'COY, Secretary. Dated Barrington, Ill., August 24, 1927. xyxy=(825,1916,1021,2233)
divider xyxy=(5,83,187,84)
classified-ad: THE 50 FOOT vacant lot belonging to Christ Sumerfield on Division street, will be sold at public auction Monday, Sept. 12, at 11 o'clock at the Chicago Real Estate Board room. No. 57 W. Monroe St., Chicago. WM. SOMMERFIELD, CLARKE NIGHTINGALE Conservators. 34-2 xyxy=(616,869,814,966)
directory-card xyxy=(1234,764,1496,855)
headline: NOTICE OF AWARD OF CONTRACT. xyxy=(852,1885,993,1914)
card-name: WM. E. ANKELE xyxy=(1309,1079,1421,1095)
paragraph: The boys were on their way to Canada to make a fortune but concluded they could get no farther north than Barrington. xyxy=(616,144,814,195)
ad-deer-grove-tavern xyxy=(1031,2038,1223,2283)
card-line: Office: Barrington 291-R xyxy=(1311,588,1418,601)
classified-ad: FOR RENT—3 modern office rooms above Barrington Hudson-Essex Garage, East Main Street. John Frye, Barrington. xyxy=(616,426,814,474)
ad-bonds xyxy=(1031,1625,1223,1792)
card-line: 8:30 to 9:30 a. m., 2 to 3 p. m. xyxy=(1298,421,1432,433)
banner-rate: Rate: 10c a Line; Minimum, 50c Call Barrington 204 xyxy=(628,324,803,347)
ad-phone: Tel., Arlington Heights 316 Tel., Barrington 236 xyxy=(1059,2002,1195,2026)
paragraph: Village of Barrington Special Assessment No. 11, for the construction of a connected system of cast iron main water supply pipes in a system of streets in said Village of Barrington. xyxy=(825,481,1021,557)
card-line: Fire, Lightning, Tornado, Automobile Risks xyxy=(1272,1196,1458,1209)
card-line: Tel., Barrington No. 1. xyxy=(1317,1222,1413,1234)
headline: BLIND CHILDREN "SEE" TOMB OF EMANCIPATOR xyxy=(201,1093,391,1122)
paragraph: … is that it is a synthetic … made to a celluloid-like … xyxy=(5,204,187,230)
card-line: Other hours by appointment xyxy=(1303,705,1427,717)
ad-phone: Phone 283-R Barrington, Ill. xyxy=(1066,1773,1189,1786)
